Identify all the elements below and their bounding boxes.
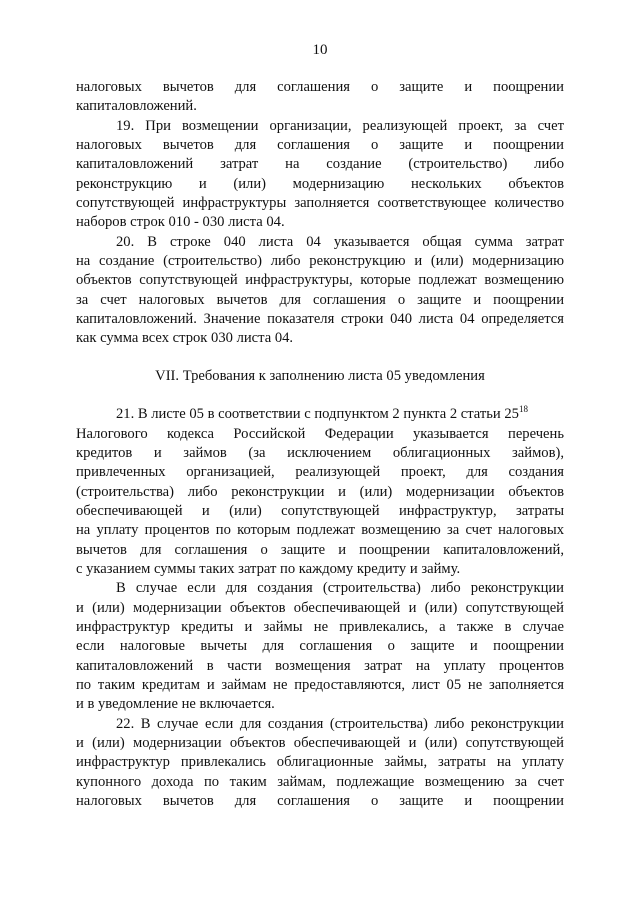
text-line: налоговых вычетов для соглашения о защите и поощрении: [76, 793, 564, 810]
text-line: если налоговые вычеты для соглашения о защите и поощрении: [76, 638, 564, 655]
text-line: по таким кредитам и займам не предоставляются, лист 05 не заполняется: [76, 676, 564, 693]
text-line: капиталовложений затрат на создание (строительство) либо: [76, 156, 564, 173]
text-line: и в уведомление не включается.: [76, 696, 275, 713]
text-line: капиталовложений.: [76, 98, 197, 115]
text-line: 19. При возмещении организации, реализующей проект, за счет: [116, 117, 564, 134]
paragraph-20: [76, 233, 564, 349]
text-line: кредитов и займов (за исключением облигационных займов),: [76, 444, 564, 461]
text-line: инфраструктур привлекались облигационные займы, затраты на уплату: [76, 754, 564, 771]
text-line: привлеченных организацией, реализующей проект, для создания: [76, 464, 564, 481]
text-line: 20. В строке 040 листа 04 указывается общая сумма затрат: [116, 233, 564, 250]
text-line: капиталовложений в части возмещения затрат на уплату процентов: [76, 657, 564, 674]
text-line: сопутствующей инфраструктуры заполняется соответствующее количество: [76, 195, 564, 212]
text-line: как сумма всех строк 030 листа 04.: [76, 330, 294, 347]
text-line: наборов строк 010 - 030 листа 04.: [76, 214, 285, 231]
paragraph-21-case: [76, 579, 564, 714]
section-heading: VII. Требования к заполнению листа 05 уведомления: [155, 367, 485, 384]
text-line: реконструкцию и (или) модернизацию нескольких объектов: [76, 175, 564, 192]
document-body: [76, 78, 564, 811]
paragraph-continuation: [76, 78, 564, 117]
text-line: и (или) модернизации объектов обеспечивающей и (или) сопутствующей: [76, 735, 564, 751]
text-line: на уплату процентов по которым подлежат возмещению за счет налоговых: [76, 522, 564, 539]
text-line-with-footnote: [76, 405, 564, 424]
text-line: инфраструктур кредиты и займы не привлекались, а также в случае: [76, 618, 564, 635]
text-line: налоговых вычетов для соглашения о защите и поощрении: [76, 79, 564, 95]
text-line: за счет налоговых вычетов для соглашения о защите и поощрении: [76, 291, 564, 308]
text-line: Налогового кодекса Российской Федерации указывается перечень: [76, 425, 564, 442]
footnote-ref: 18: [518, 404, 528, 415]
text-line: В случае если для создания (строительства) либо реконструкции: [116, 580, 564, 597]
paragraph-21: [76, 405, 564, 579]
text-line: обеспечивающей и (или) сопутствующей инфраструктур, затраты: [76, 502, 564, 519]
text-line: купонного дохода по таким займам, подлежащие возмещению за счет: [76, 773, 564, 790]
text-line: с указанием суммы таких затрат по каждому кредиту и займу.: [76, 560, 461, 577]
text-line: объектов сопутствующей инфраструктуры, которые подлежат возмещению: [76, 272, 564, 289]
paragraph-22: [76, 715, 564, 812]
text-line: вычетов для соглашения о защите и поощрении капиталовложений,: [76, 541, 564, 558]
text-line: 21. В листе 05 в соответствии с подпунктом 2 пункта 2 статьи 25: [116, 406, 519, 423]
text-line: налоговых вычетов для соглашения о защите и поощрении: [76, 137, 564, 154]
text-line: на создание (строительство) либо реконструкцию и (или) модернизацию: [76, 253, 564, 270]
page-number: 10: [312, 42, 328, 58]
text-line: (строительства) либо реконструкции и (или) модернизации объектов: [76, 483, 564, 500]
text-line: 22. В случае если для создания (строительства) либо реконструкции: [116, 715, 564, 732]
text-line: капиталовложений. Значение показателя строки 040 листа 04 определяется: [76, 311, 564, 328]
text-line: и (или) модернизации объектов обеспечивающей и (или) сопутствующей: [76, 599, 564, 616]
paragraph-19: [76, 117, 564, 233]
